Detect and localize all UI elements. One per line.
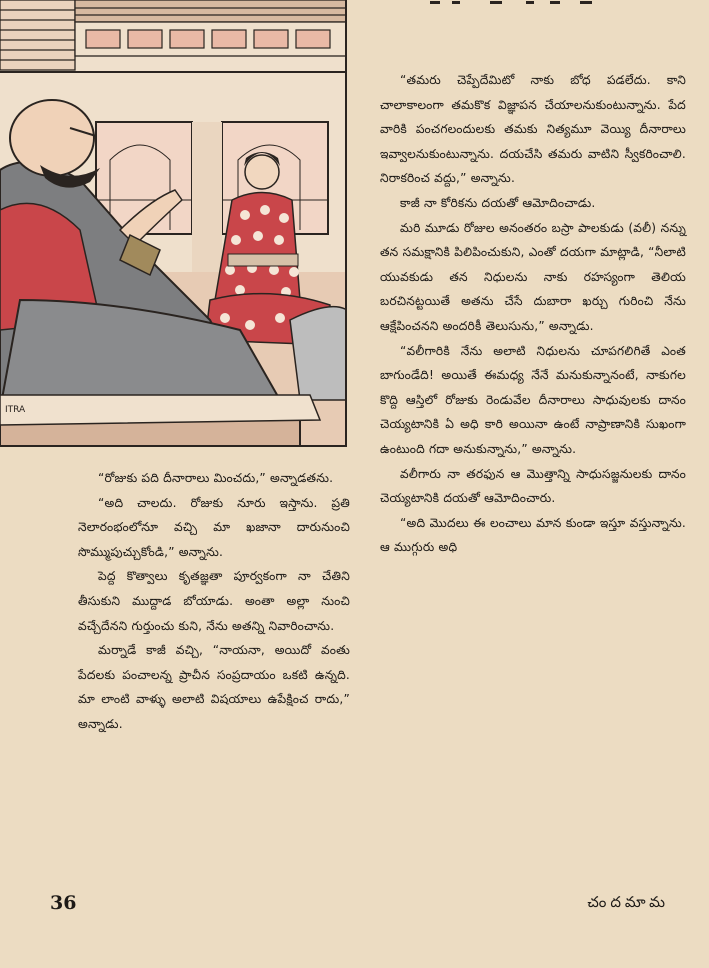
paragraph: కాజీ నా కోరికను దయతో ఆమోదించాడు. bbox=[400, 195, 596, 210]
paragraph: పెద్ద కొత్వాలు కృతజ్ఞతా పూర్వకంగా నా చేతిని తీసుకుని ముద్దాడ బోయాడు. అంతా అల్లా నుంచి వచ్చేదేనని గుర్తుంచు కుని, నేను అతన్ని నివారించాను. bbox=[78, 569, 350, 633]
right-text-column bbox=[380, 68, 686, 560]
artist-signature: ITRA bbox=[5, 405, 26, 415]
story-illustration bbox=[0, 0, 347, 447]
paragraph: “వలీగారికి నేను అలాటి నిధులను చూపగలిగితే ఎంత బాగుండేది! అయితే ఈమధ్య నేనే మనుకున్నానంటే, నాకుగల కొద్ది ఆస్తిలో రోజుకు రెండువేల దీనారాలు సాధువులకు దానం చెయ్యటానికి ఏ అధి కారి అయినా ఉంటే నాప్రాణానికి సుఖంగా ఉంటుంది గదా అనుకున్నాను,” అన్నాను. bbox=[380, 343, 686, 456]
page-number: 36 bbox=[50, 892, 77, 914]
magazine-title: చందమామ bbox=[587, 893, 669, 911]
left-text-column bbox=[78, 466, 350, 737]
paragraph: “తమరు చెప్పేదేమిటో నాకు బోధ పడలేదు. కాని చాలాకాలంగా తమకొక విజ్ఞాపన చేయాలనుకుంటున్నాను. పేద వారికి పంచగలందులకు తమకు నిత్యమూ వెయ్యి దీనారాలు ఇవ్వాలనుకుంటున్నాను. దయచేసి తమరు వాటిని స్వీకరించాలి. నిరాకరించ వద్దు,” అన్నాను. bbox=[380, 73, 686, 186]
paragraph: వలీగారు నా తరఫున ఆ మొత్తాన్ని సాధుసజ్జనులకు దానం చెయ్యటానికి దయతో ఆమోదించారు. bbox=[380, 466, 686, 506]
paragraph: మర్నాడే కాజీ వచ్చి, “నాయనా, అయిదో వంతు పేదలకు పంచాలన్న ప్రాచీన సంప్రదాయం ఒకటి ఉన్నది. మా లాంటి వాళ్ళు అలాటి విషయాలు ఉపేక్షించ రాదు,” అన్నాడు. bbox=[78, 643, 350, 731]
paragraph: మరి మూడు రోజుల అనంతరం బస్రా పాలకుడు (వలీ) నన్ను తన సమక్షానికి పిలిపించుకుని, ఎంతో దయగా మాట్లాడి, “నీలాటి యువకుడు తన నిధులను నాకు రహస్యంగా తెలియ బరచినట్టయితే అతను చేసే దుబారా ఖర్చు గురించి నేను ఆక్షేపించనని అందరికీ తెలుసును,” అన్నాడు. bbox=[380, 220, 686, 333]
paragraph: “రోజుకు పది దీనారాలు మించదు,” అన్నాడతను. bbox=[98, 471, 334, 485]
paragraph: “అది మొదలు ఈ లంచాలు మాన కుండా ఇస్తూ వస్తున్నాను. ఆ ముగ్గురు అధి bbox=[380, 515, 686, 555]
paragraph: “అది చాలదు. రోజుకు నూరు ఇస్తాను. ప్రతి నెలారంభంలోనూ వచ్చి మా ఖజానా దారునుంచి సొమ్ముపుచ్చుకోండి,” అన్నాను. bbox=[78, 495, 350, 559]
cropped-header-fragment bbox=[430, 0, 610, 2]
illustration-drawing bbox=[0, 0, 347, 447]
